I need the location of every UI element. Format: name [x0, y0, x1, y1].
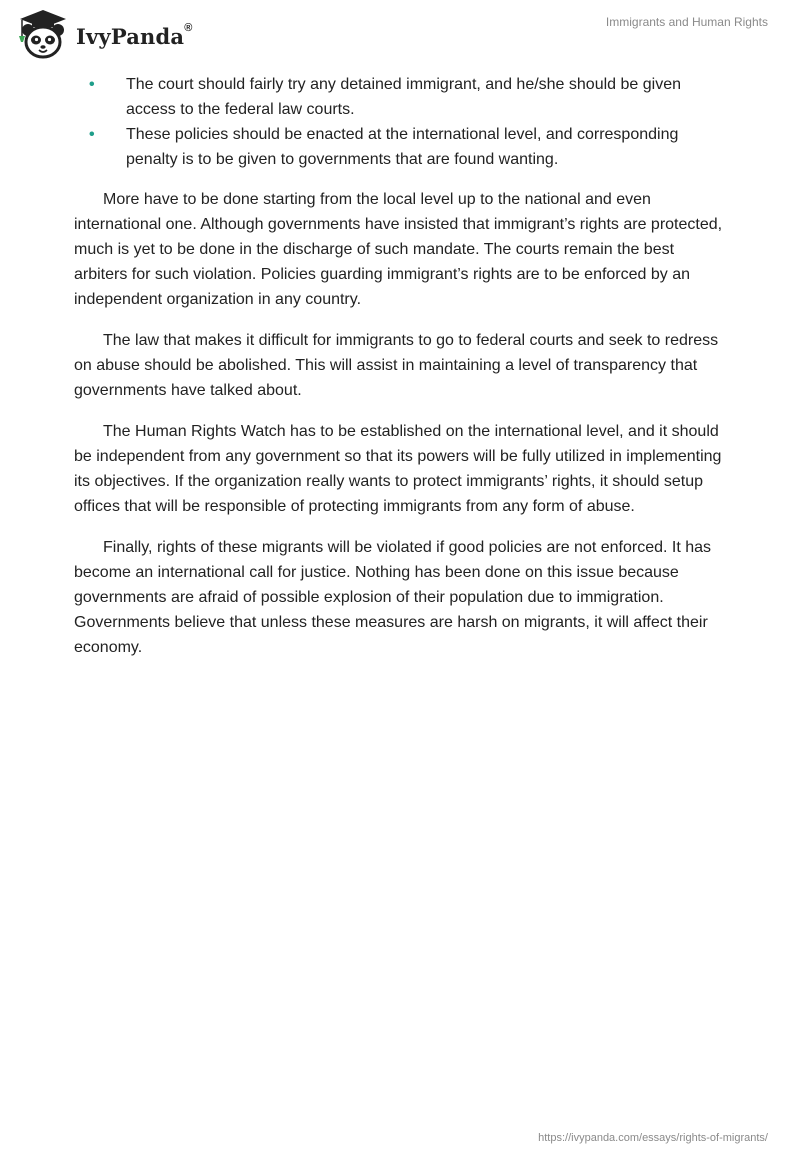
bullet-icon: • [89, 126, 95, 143]
bullet-list [74, 72, 724, 172]
footer-url[interactable]: https://ivypanda.com/essays/rights-of-migrants/ [538, 1132, 768, 1144]
panda-logo-icon [14, 8, 72, 60]
logo[interactable] [14, 8, 193, 60]
bullet-text: The court should fairly try any detained immigrant, and he/she should be given access to the federal law courts. [126, 76, 681, 118]
essay-body [74, 72, 724, 660]
list-item [74, 72, 724, 122]
paragraph: The law that makes it difficult for immigrants to go to federal courts and seek to redress on abuse should be abolished. This will assist in maintaining a level of transparency that governments have talked about. [74, 332, 719, 399]
document-title: Immigrants and Human Rights [605, 15, 768, 29]
list-item [74, 122, 724, 172]
brand-name: IvyPanda® [76, 21, 193, 49]
bullet-text: These policies should be enacted at the international level, and corresponding penalty is to be given to governments that are found wanting. [126, 126, 679, 168]
bullet-icon: • [89, 76, 95, 93]
paragraph: The Human Rights Watch has to be established on the international level, and it should be independent from any government so that its powers will be fully utilized in implementing its objectives. If the organization really wants to protect immigrants’ rights, it should setup offices that will be responsible of protecting immigrants from any form of abuse. [74, 423, 722, 515]
paragraph: More have to be done starting from the local level up to the national and even international one. Although governments have insisted that immigrant’s rights are protected, much is yet to be done in the discharge of such mandate. The courts remain the best arbiters for such violation. Policies guarding immigrant’s rights are to be enforced by an independent organization in any country. [74, 191, 723, 308]
paragraph: Finally, rights of these migrants will be violated if good policies are not enforced. It has become an international call for justice. Nothing has been done on this issue because governments are afraid of possible explosion of their population due to immigration. Governments believe that unless these measures are harsh on migrants, it will affect their economy. [74, 539, 712, 656]
page-header [0, 0, 800, 70]
